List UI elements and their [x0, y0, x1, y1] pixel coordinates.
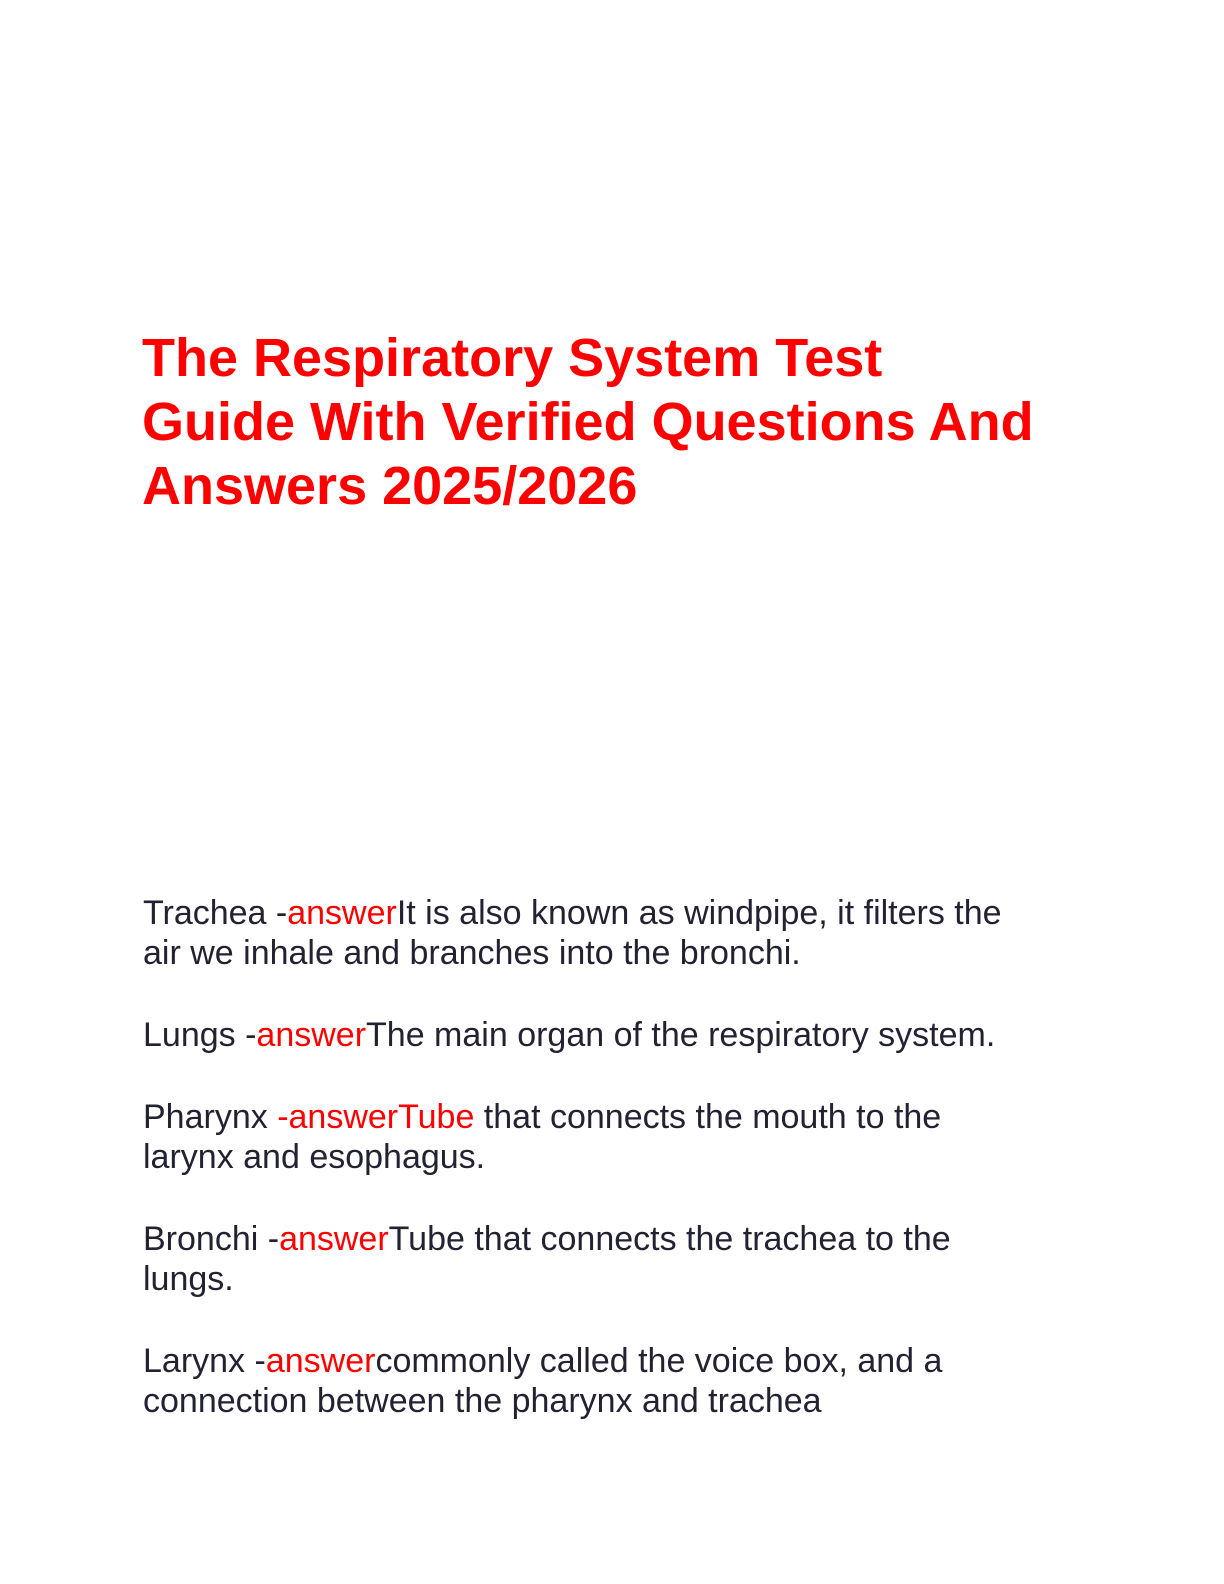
- qa-text: Tube that connects the trachea to the: [388, 1220, 951, 1258]
- qa-line: [143, 1259, 1103, 1299]
- qa-text: It is also known as windpipe, it filters the: [396, 894, 1002, 932]
- answer-marker: -answerTube: [277, 1098, 475, 1136]
- answer-marker: answer: [265, 1342, 376, 1380]
- qa-text: commonly called the voice box, and a: [375, 1342, 943, 1380]
- title-line: Answers 2025/2026: [142, 456, 638, 516]
- qa-item: [143, 1219, 1103, 1299]
- qa-text: Bronchi -: [143, 1220, 280, 1258]
- document-title: [142, 326, 1102, 518]
- qa-line: [143, 1219, 1103, 1259]
- qa-item: [143, 893, 1103, 973]
- qa-text: larynx and esophagus.: [143, 1138, 486, 1176]
- qa-line: [143, 1137, 1103, 1177]
- qa-line: [143, 893, 1103, 933]
- qa-line: [143, 1097, 1103, 1137]
- qa-text: Trachea -: [143, 894, 288, 932]
- qa-item: [143, 1341, 1103, 1421]
- qa-line: [143, 1381, 1103, 1421]
- qa-text: Larynx -: [143, 1342, 266, 1380]
- qa-text: lungs.: [143, 1260, 234, 1298]
- answer-marker: answer: [279, 1220, 389, 1258]
- qa-item: [143, 1015, 1103, 1055]
- title-line: Guide With Verified Questions And: [142, 392, 1034, 452]
- qa-line: [143, 1341, 1103, 1381]
- title-line: The Respiratory System Test: [142, 328, 883, 388]
- answer-marker: answer: [256, 1016, 367, 1054]
- qa-text: connection between the pharynx and trachea: [143, 1382, 822, 1420]
- qa-text: Lungs -: [143, 1016, 257, 1054]
- qa-line: [143, 933, 1103, 973]
- qa-text: that connects the mouth to the: [474, 1098, 942, 1136]
- qa-list: [143, 893, 1103, 1463]
- qa-text: The main organ of the respiratory system.: [366, 1016, 996, 1054]
- answer-marker: answer: [287, 894, 397, 932]
- qa-item: [143, 1097, 1103, 1177]
- qa-text: Pharynx: [143, 1098, 278, 1136]
- qa-line: [143, 1015, 1103, 1055]
- qa-text: air we inhale and branches into the bronchi.: [143, 934, 801, 972]
